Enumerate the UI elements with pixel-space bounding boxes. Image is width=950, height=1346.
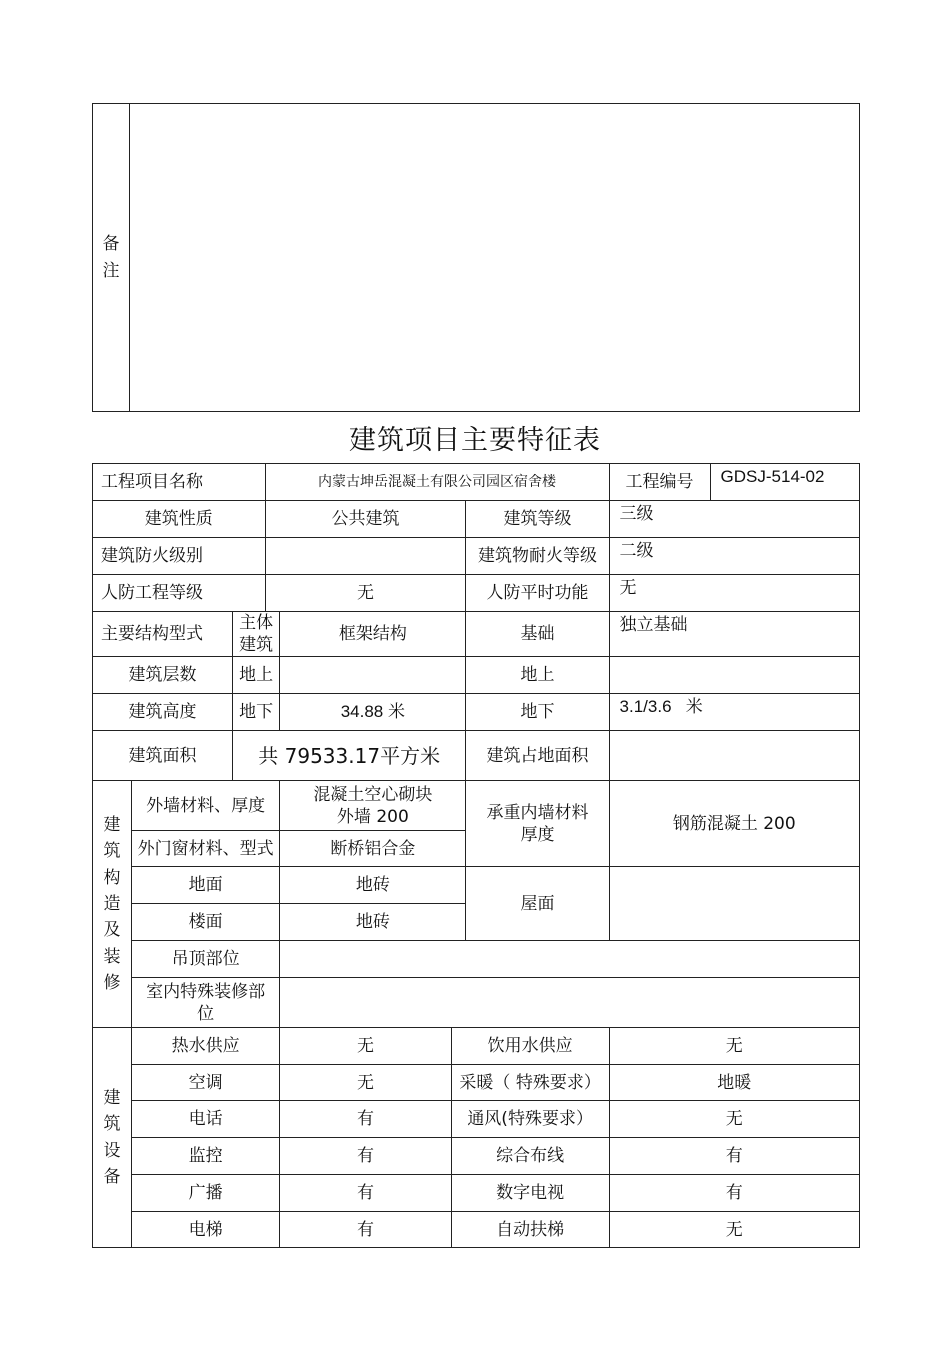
table-row — [93, 538, 860, 575]
load-wall-label-line: 厚度 — [520, 824, 555, 845]
equipment-value[interactable]: 有 — [280, 1138, 451, 1175]
equipment-value[interactable]: 有 — [280, 1212, 451, 1248]
equipment-group-label — [93, 1028, 132, 1248]
table-title: 建筑项目主要特征表 — [349, 425, 601, 456]
table-row — [93, 464, 860, 501]
floors-above-value[interactable] — [280, 657, 466, 694]
group-char: 造 — [103, 894, 121, 915]
building-nature-value[interactable]: 公共建筑 — [265, 501, 466, 538]
equipment-label: 综合布线 — [451, 1138, 609, 1175]
footprint-label: 建筑占地面积 — [466, 731, 609, 781]
group-char: 装 — [103, 946, 121, 967]
equipment-label: 通风(特殊要求） — [451, 1101, 609, 1138]
fire-resistance-value[interactable]: 二级 — [609, 538, 859, 575]
equipment-value[interactable]: 地暖 — [609, 1065, 859, 1101]
equipment-value[interactable]: 有 — [280, 1175, 451, 1212]
equipment-value[interactable]: 有 — [609, 1138, 859, 1175]
ceiling-label: 吊顶部位 — [131, 941, 279, 978]
table-row — [93, 612, 860, 657]
window-value[interactable]: 断桥铝合金 — [280, 831, 466, 867]
floors-label: 建筑层数 — [93, 657, 233, 694]
table-row — [93, 867, 860, 904]
table-row — [93, 1028, 860, 1065]
footprint-value[interactable] — [609, 731, 859, 781]
special-decoration-label-line: 位 — [197, 1003, 215, 1024]
area-label: 建筑面积 — [93, 731, 233, 781]
group-char: 及 — [103, 920, 121, 941]
project-name-label: 工程项目名称 — [93, 464, 266, 501]
table-row — [93, 1065, 860, 1101]
floors-above-value-2[interactable] — [609, 657, 859, 694]
equipment-label: 监控 — [131, 1138, 279, 1175]
table-row — [93, 575, 860, 612]
equipment-label: 数字电视 — [451, 1175, 609, 1212]
civil-defense-value[interactable]: 无 — [265, 575, 466, 612]
remarks-content[interactable] — [130, 104, 860, 412]
civil-defense-peace-label: 人防平时功能 — [466, 575, 609, 612]
equipment-label: 电话 — [131, 1101, 279, 1138]
special-decoration-label-line: 室内特殊装修部 — [146, 981, 266, 1002]
structure-label: 主要结构型式 — [93, 612, 233, 657]
group-char: 建 — [103, 814, 121, 835]
group-char: 建 — [103, 1088, 121, 1108]
feature-table — [92, 463, 860, 1248]
table-row — [93, 1138, 860, 1175]
group-char: 设 — [103, 1140, 121, 1161]
building-grade-label: 建筑等级 — [466, 501, 609, 538]
equipment-value[interactable]: 无 — [280, 1065, 451, 1101]
exterior-wall-material: 混凝土空心砌块 — [313, 784, 433, 805]
equipment-value[interactable]: 无 — [609, 1212, 859, 1248]
equipment-value[interactable]: 有 — [280, 1101, 451, 1138]
equipment-value[interactable]: 有 — [609, 1175, 859, 1212]
civil-defense-label: 人防工程等级 — [93, 575, 266, 612]
table-row — [93, 731, 860, 781]
table-row — [93, 694, 860, 731]
fire-class-value[interactable] — [265, 538, 466, 575]
table-row — [93, 1101, 860, 1138]
height-label: 建筑高度 — [93, 694, 233, 731]
table-row — [93, 978, 860, 1028]
window-label: 外门窗材料、型式 — [131, 831, 279, 867]
foundation-value[interactable]: 独立基础 — [609, 612, 859, 657]
exterior-wall-value[interactable] — [280, 781, 466, 831]
equipment-value[interactable]: 无 — [609, 1028, 859, 1065]
construction-group-label — [93, 781, 132, 1028]
below-ground-value-2[interactable]: 3.1/3.6 米 — [609, 694, 859, 731]
load-wall-label-line: 承重内墙材料 — [486, 802, 589, 823]
table-row — [93, 781, 860, 831]
exterior-wall-label: 外墙材料、厚度 — [131, 781, 279, 831]
above-ground-label-2: 地上 — [466, 657, 609, 694]
remarks-label-char: 备 — [102, 234, 120, 255]
fire-resistance-label: 建筑物耐火等级 — [466, 538, 609, 575]
equipment-label: 电梯 — [131, 1212, 279, 1248]
equipment-label: 采暖（ 特殊要求） — [451, 1065, 609, 1101]
height-value[interactable]: 34.88 米 — [280, 694, 466, 731]
building-nature-label: 建筑性质 — [93, 501, 266, 538]
above-ground-label: 地上 — [232, 657, 279, 694]
table-row — [93, 1212, 860, 1248]
project-number-value[interactable]: GDSJ-514-02 — [710, 464, 859, 501]
floor-finish-label: 楼面 — [131, 904, 279, 941]
equipment-label: 热水供应 — [131, 1028, 279, 1065]
foundation-label: 基础 — [466, 612, 609, 657]
floor-finish-value[interactable]: 地砖 — [280, 904, 466, 941]
fire-class-label: 建筑防火级别 — [93, 538, 266, 575]
table-row — [93, 657, 860, 694]
structure-sub-label: 主体建筑 — [232, 612, 279, 657]
remarks-table — [92, 103, 860, 412]
table-row — [93, 501, 860, 538]
group-char: 备 — [103, 1167, 121, 1188]
ground-value[interactable]: 地砖 — [280, 867, 466, 904]
group-char: 筑 — [103, 841, 121, 862]
below-ground-label-2: 地下 — [466, 694, 609, 731]
load-wall-value[interactable]: 钢筋混凝土 200 — [609, 781, 859, 867]
load-wall-label — [466, 781, 609, 867]
area-value[interactable]: 共 79533.17平方米 — [232, 731, 466, 781]
table-row — [93, 941, 860, 978]
civil-defense-peace-value[interactable]: 无 — [609, 575, 859, 612]
group-char: 筑 — [103, 1114, 121, 1135]
project-name-value[interactable]: 内蒙古坤岳混凝土有限公司园区宿舍楼 — [265, 464, 609, 501]
equipment-value[interactable]: 无 — [280, 1028, 451, 1065]
building-grade-value[interactable]: 三级 — [609, 501, 859, 538]
roof-label: 屋面 — [466, 867, 609, 941]
exterior-wall-thickness: 外墙 200 — [336, 806, 409, 827]
roof-value[interactable] — [609, 867, 859, 941]
ceiling-value[interactable] — [280, 941, 860, 978]
special-decoration-label — [131, 978, 279, 1028]
equipment-value[interactable]: 无 — [609, 1101, 859, 1138]
remarks-label — [93, 104, 130, 412]
remarks-label-char: 注 — [102, 260, 120, 281]
ground-label: 地面 — [131, 867, 279, 904]
project-number-label: 工程编号 — [609, 464, 710, 501]
table-row — [93, 1175, 860, 1212]
group-char: 构 — [103, 867, 121, 888]
group-char: 修 — [103, 973, 121, 994]
below-ground-label: 地下 — [232, 694, 279, 731]
equipment-label: 广播 — [131, 1175, 279, 1212]
equipment-label: 饮用水供应 — [451, 1028, 609, 1065]
equipment-label: 空调 — [131, 1065, 279, 1101]
equipment-label: 自动扶梯 — [451, 1212, 609, 1248]
special-decoration-value[interactable] — [280, 978, 860, 1028]
structure-value[interactable]: 框架结构 — [280, 612, 466, 657]
